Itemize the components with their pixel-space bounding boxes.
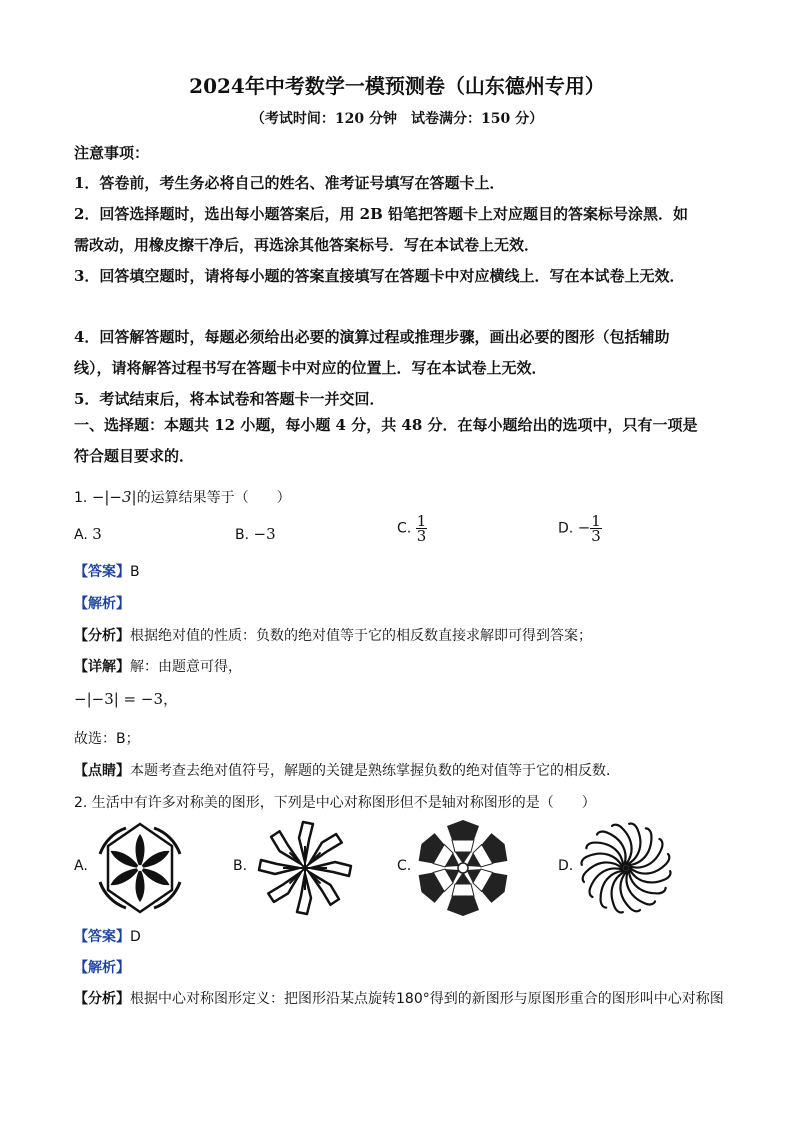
fraction-denominator: 3 xyxy=(591,527,601,545)
dianjing-tag: 【点睛】 xyxy=(74,763,130,779)
xiangjie-tag: 【详解】 xyxy=(74,659,130,675)
option-b-value: −3 xyxy=(253,525,276,543)
option-b xyxy=(235,525,276,543)
option-a-label: A. xyxy=(74,527,88,543)
figure-d-spiral xyxy=(578,820,674,916)
option-d-sign: − xyxy=(577,518,591,537)
q2-analysis-tag xyxy=(74,957,130,977)
fraction-denominator: 3 xyxy=(416,527,427,545)
option-d-label: D. xyxy=(558,520,574,537)
q1-answer xyxy=(74,561,140,581)
analysis-tag: 【解析】 xyxy=(74,596,130,612)
q2-option-b-label: B. xyxy=(233,858,248,874)
fraction-numerator: 1 xyxy=(591,512,601,530)
note-item-4-line-2: 线），请将解答过程书写在答题卡中对应的位置上．写在本试卷上无效． xyxy=(74,359,547,377)
fenxi-tag: 【分析】 xyxy=(74,628,130,644)
option-c xyxy=(397,514,427,543)
answer-value: B xyxy=(130,564,140,580)
fraction-numerator: 1 xyxy=(416,512,427,530)
exam-info: （考试时间：120 分钟 试卷满分：150 分） xyxy=(250,111,544,127)
note-item-1: 1．答卷前，考生务必将自己的姓名、准考证号填写在答题卡上． xyxy=(74,174,505,192)
answer-value: D xyxy=(130,929,141,945)
option-a-value: 3 xyxy=(92,525,102,543)
option-d-fraction xyxy=(590,514,602,543)
analysis-tag: 【解析】 xyxy=(74,960,130,976)
q1-xiangjie xyxy=(74,656,242,676)
note-item-5: 5．考试结束后，将本试卷和答题卡一并交回． xyxy=(74,390,385,408)
option-c-label: C. xyxy=(397,520,412,537)
fenxi-text: 根据绝对值的性质：负数的绝对值等于它的相反数直接求解即可得到答案； xyxy=(130,628,592,644)
q1-choose: 故选：B； xyxy=(74,731,140,747)
note-item-4-line-1: 4．回答解答题时，每题必须给出必要的演算过程或推理步骤，画出必要的图形（包括辅助 xyxy=(74,328,670,346)
xiangjie-text: 解：由题意可得， xyxy=(130,659,242,675)
notes-heading: 注意事项： xyxy=(74,144,150,162)
question-stem-text: 的运算结果等于（ ） xyxy=(136,490,291,506)
fenxi-text: 根据中心对称图形定义：把图形沿某点旋转180°得到的新图形与原图形重合的图形叫中心对称图 xyxy=(130,991,724,1007)
answer-tag: 【答案】 xyxy=(74,929,130,945)
note-item-2-line-1: 2．回答选择题时，选出每小题答案后，用 2B 铅笔把答题卡上对应题目的答案标号涂黑．如 xyxy=(74,205,689,223)
figure-b-snowflake xyxy=(255,818,355,918)
q2-option-d-label: D. xyxy=(558,858,574,874)
page-title: 2024年中考数学一模预测卷（山东德州专用） xyxy=(189,74,605,98)
figure-c-hex-flower xyxy=(413,818,513,918)
dianjing-text: 本题考查去绝对值符号，解题的关键是熟练掌握负数的绝对值等于它的相反数． xyxy=(130,763,620,779)
section-heading-line-1: 一、选择题：本题共 12 小题，每小题 4 分，共 48 分．在每小题给出的选项中，只有一项是 xyxy=(74,416,698,434)
figure-a-pinwheel xyxy=(92,820,188,916)
answer-tag: 【答案】 xyxy=(74,564,130,580)
question-expression: −|−3| xyxy=(91,488,137,506)
fenxi-tag: 【分析】 xyxy=(74,991,130,1007)
q1-equation: −|−3| = −3， xyxy=(74,690,179,708)
q2-answer xyxy=(74,926,141,946)
note-item-3: 3．回答填空题时，请将每小题的答案直接填写在答题卡中对应横线上．写在本试卷上无效． xyxy=(74,267,685,285)
option-d xyxy=(558,514,602,543)
q2-option-c-label: C. xyxy=(397,858,412,874)
q1-analysis-tag xyxy=(74,593,130,613)
section-heading-line-2: 符合题目要求的． xyxy=(74,447,195,465)
q1-fenxi xyxy=(74,625,592,645)
option-a xyxy=(74,525,102,543)
question-2-stem: 2. 生活中有许多对称美的图形，下列是中心对称图形但不是轴对称图形的是（ ） xyxy=(74,795,596,811)
q2-fenxi xyxy=(74,988,724,1008)
q1-dianjing xyxy=(74,760,620,780)
option-b-label: B. xyxy=(235,527,250,543)
question-1-stem xyxy=(74,487,291,507)
question-number: 1. xyxy=(74,490,88,506)
option-c-fraction xyxy=(416,514,428,543)
note-item-2-line-2: 需改动，用橡皮擦干净后，再选涂其他答案标号．写在本试卷上无效． xyxy=(74,236,540,254)
q2-option-a-label: A. xyxy=(74,858,88,874)
